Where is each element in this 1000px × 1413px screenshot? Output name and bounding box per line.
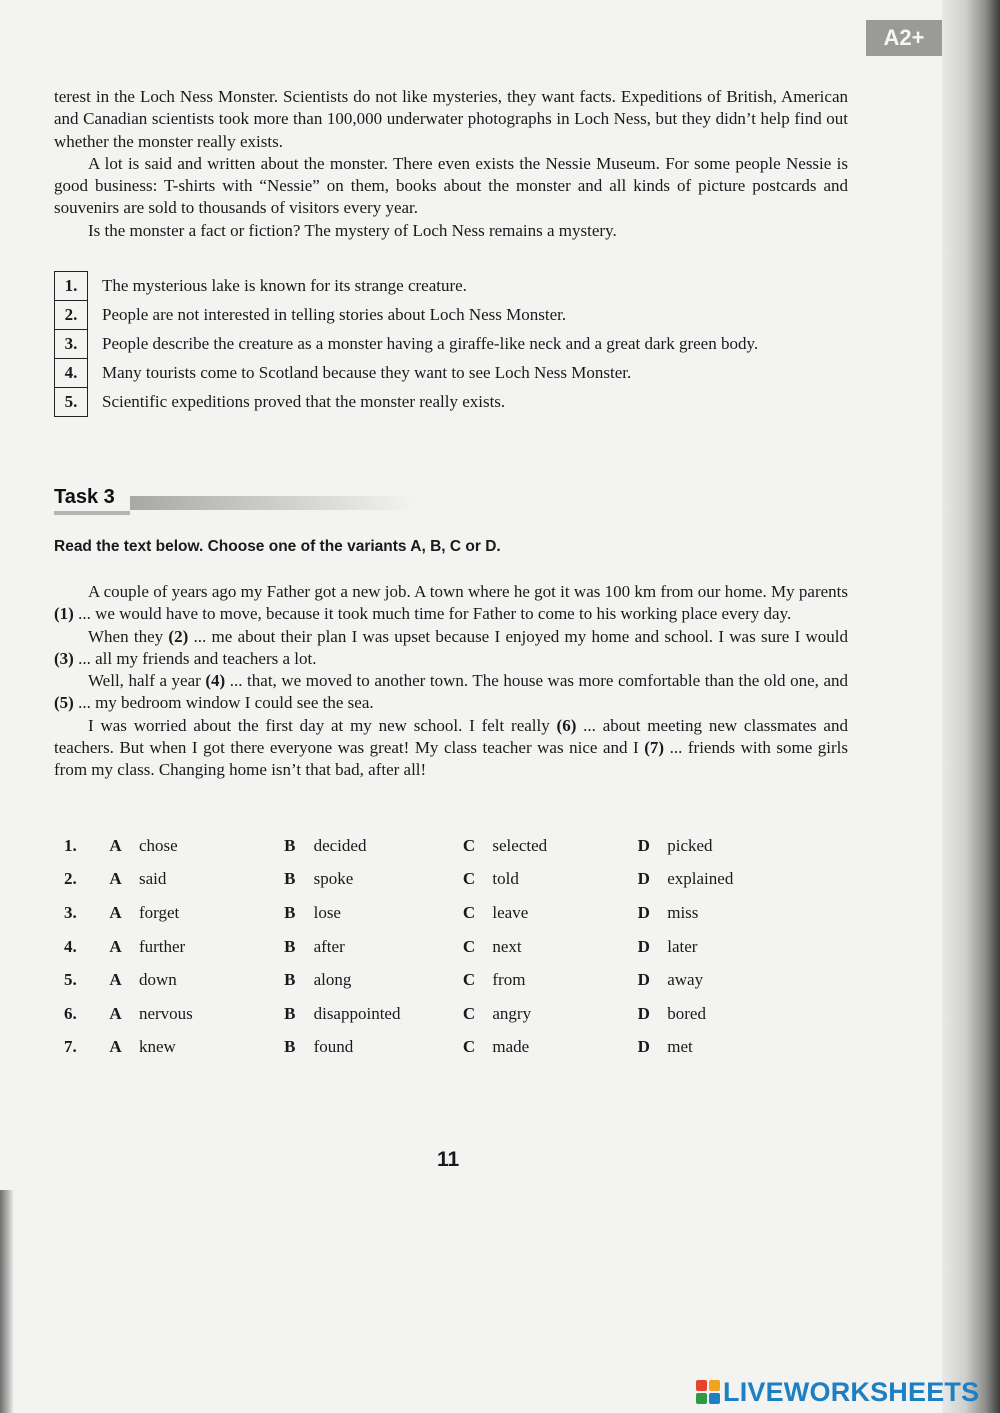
option-letter-c: C xyxy=(462,970,476,990)
option-letter-a: A xyxy=(109,835,122,855)
option-word-a[interactable]: chose xyxy=(138,835,178,855)
option-word-c[interactable]: next xyxy=(492,936,522,956)
option-word-c[interactable]: angry xyxy=(492,1003,532,1023)
statement-number: 5. xyxy=(55,388,88,417)
option-row xyxy=(54,930,814,964)
option-word-c[interactable]: selected xyxy=(492,835,548,855)
statement-number: 1. xyxy=(55,272,88,301)
question-number: 1. xyxy=(64,835,77,855)
option-letter-a: A xyxy=(109,970,122,990)
liveworksheets-wordmark: LIVEWORKSHEETS xyxy=(723,1376,980,1407)
option-letter-a: A xyxy=(109,1037,122,1057)
blank-marker: (5) xyxy=(54,693,74,713)
option-word-d[interactable]: away xyxy=(667,970,704,990)
statement-text: The mysterious lake is known for its strange creature. xyxy=(102,276,467,295)
option-word-a[interactable]: forget xyxy=(138,902,180,922)
statement-row xyxy=(55,301,854,330)
option-word-d[interactable]: miss xyxy=(667,902,699,922)
blank-marker: (4) xyxy=(205,671,226,691)
option-letter-c: C xyxy=(462,869,476,889)
page-number: 11 xyxy=(437,1148,460,1171)
option-word-d[interactable]: met xyxy=(667,1037,693,1057)
task-3-heading xyxy=(54,484,414,514)
blank-marker: (6) xyxy=(556,715,577,735)
question-number: 2. xyxy=(64,869,77,889)
option-letter-c: C xyxy=(462,835,476,855)
level-badge: A2+ xyxy=(866,20,942,56)
option-word-b[interactable]: lose xyxy=(313,902,341,922)
blank-marker: (3) xyxy=(54,648,74,668)
option-letter-d: D xyxy=(637,835,650,855)
cloze-paragraph xyxy=(54,715,848,782)
cloze-paragraph xyxy=(54,626,848,671)
option-row xyxy=(54,963,814,997)
statement-number: 2. xyxy=(55,301,88,330)
option-letter-a: A xyxy=(109,936,122,956)
statement-number: 4. xyxy=(55,359,88,388)
text-run: When they xyxy=(88,626,169,646)
option-word-a[interactable]: knew xyxy=(138,1037,176,1057)
statement-text: Scientific expeditions proved that the monster really exists. xyxy=(102,392,506,411)
text-run: ... we would have to move, because it took much time for Father to come to his working place every day. xyxy=(73,604,792,624)
option-letter-b: B xyxy=(284,970,296,990)
statement-row xyxy=(55,330,854,359)
option-word-c[interactable]: leave xyxy=(492,902,529,922)
cloze-paragraph xyxy=(54,581,848,626)
statement-row xyxy=(55,272,854,301)
option-row xyxy=(54,1031,814,1065)
text-run: ... all my friends and teachers a lot. xyxy=(73,648,317,668)
option-row xyxy=(54,863,814,897)
option-letter-c: C xyxy=(462,1003,476,1023)
option-letter-c: C xyxy=(462,936,476,956)
option-word-a[interactable]: further xyxy=(138,936,186,956)
question-number: 6. xyxy=(64,1003,77,1023)
answer-options xyxy=(54,829,814,1064)
option-word-d[interactable]: picked xyxy=(667,835,713,855)
page-edge-shadow-left xyxy=(0,1190,14,1413)
option-word-a[interactable]: said xyxy=(138,869,167,889)
option-word-b[interactable]: along xyxy=(313,970,352,990)
option-word-b[interactable]: found xyxy=(313,1037,354,1057)
blank-marker: (1) xyxy=(54,604,74,624)
liveworksheets-logo xyxy=(696,1375,979,1409)
question-number: 5. xyxy=(64,970,77,990)
option-row xyxy=(54,997,814,1031)
option-letter-d: D xyxy=(637,970,650,990)
text-run: ... about meeting new classmates and teachers. But when I got there everyone was great! My class teacher was nice and I xyxy=(54,715,848,758)
option-word-b[interactable]: disappointed xyxy=(313,1003,401,1023)
task-instruction: Read the text below. Choose one of the variants A, B, C or D. xyxy=(54,538,501,555)
option-word-b[interactable]: after xyxy=(313,936,345,956)
statement-row xyxy=(55,388,854,417)
text-run: ... that, we moved to another town. The house was more comfortable than the old one, and xyxy=(225,671,848,691)
cloze-paragraph xyxy=(54,670,848,715)
option-word-b[interactable]: spoke xyxy=(313,869,354,889)
task-heading-bar xyxy=(130,496,414,510)
true-false-statements xyxy=(54,271,854,417)
option-letter-a: A xyxy=(109,1003,122,1023)
option-word-a[interactable]: nervous xyxy=(138,1003,193,1023)
task-title: Task 3 xyxy=(54,486,115,508)
option-word-d[interactable]: explained xyxy=(667,869,734,889)
option-letter-b: B xyxy=(284,835,296,855)
reading-paragraph: A lot is said and written about the monster. There even exists the Nessie Museum. For some people Nessie is good business: T-shirts with “Nessie” on them, books about the monster and all kinds of picture postcards and souvenirs are sold to thousands of visitors every year. xyxy=(54,153,848,218)
blank-marker: (2) xyxy=(168,626,189,646)
option-row xyxy=(54,829,814,863)
option-letter-b: B xyxy=(284,1003,296,1023)
option-word-c[interactable]: made xyxy=(492,1037,530,1057)
option-letter-b: B xyxy=(284,869,296,889)
reading-continuation xyxy=(54,86,848,242)
option-word-d[interactable]: bored xyxy=(667,1003,706,1023)
option-letter-d: D xyxy=(637,1037,650,1057)
statement-text: People describe the creature as a monster having a giraffe-like neck and a great dark green body. xyxy=(102,334,759,353)
text-run: I was worried about the first day at my new school. I felt really xyxy=(88,715,557,735)
text-run: A couple of years ago my Father got a new job. A town where he got it was 100 km from our home. My parents xyxy=(88,582,848,601)
option-row xyxy=(54,896,814,930)
option-letter-b: B xyxy=(284,1037,296,1057)
cloze-text xyxy=(54,581,848,782)
text-run: ... my bedroom window I could see the sea. xyxy=(73,693,374,713)
option-word-a[interactable]: down xyxy=(138,970,177,990)
option-word-b[interactable]: decided xyxy=(313,835,367,855)
option-letter-d: D xyxy=(637,936,650,956)
statement-text: Many tourists come to Scotland because they want to see Loch Ness Monster. xyxy=(102,363,632,382)
option-letter-b: B xyxy=(284,936,296,956)
option-word-c[interactable]: told xyxy=(492,869,519,889)
statement-row xyxy=(55,359,854,388)
page-edge-shadow-right xyxy=(942,0,1000,1413)
question-number: 3. xyxy=(64,902,77,922)
reading-paragraph: Is the monster a fact or fiction? The mystery of Loch Ness remains a mystery. xyxy=(88,220,617,240)
liveworksheets-icon xyxy=(696,1380,720,1404)
logo-square-green xyxy=(696,1393,707,1404)
question-number: 4. xyxy=(64,936,77,956)
option-letter-c: C xyxy=(462,1037,476,1057)
text-run: Well, half a year xyxy=(88,671,206,691)
option-letter-b: B xyxy=(284,902,296,922)
statement-number: 3. xyxy=(55,330,88,359)
option-letter-a: A xyxy=(109,869,122,889)
task-heading-underline xyxy=(54,511,130,515)
question-number: 7. xyxy=(64,1037,77,1057)
text-run: ... me about their plan I was upset because I enjoyed my home and school. I was sure I would xyxy=(188,626,849,646)
logo-square-red xyxy=(696,1380,707,1391)
option-letter-d: D xyxy=(637,869,650,889)
blank-marker: (7) xyxy=(644,738,665,758)
option-letter-d: D xyxy=(637,902,650,922)
option-word-d[interactable]: later xyxy=(667,936,698,956)
option-letter-a: A xyxy=(109,902,122,922)
text-run: ... friends with some girls from my class. Changing home isn’t that bad, after all! xyxy=(54,738,849,780)
statement-text: People are not interested in telling stories about Loch Ness Monster. xyxy=(102,305,567,324)
option-letter-d: D xyxy=(637,1003,650,1023)
option-letter-c: C xyxy=(462,902,476,922)
option-word-c[interactable]: from xyxy=(492,970,526,990)
logo-square-orange xyxy=(709,1380,720,1391)
reading-paragraph: terest in the Loch Ness Monster. Scientists do not like mysteries, they want facts. Expeditions of British, American and Canadian scientists took more than 100,000 underwater photographs in Loch Ness, but they didn’t help find out whether the monster really exists. xyxy=(54,87,848,151)
logo-square-blue xyxy=(709,1393,720,1404)
